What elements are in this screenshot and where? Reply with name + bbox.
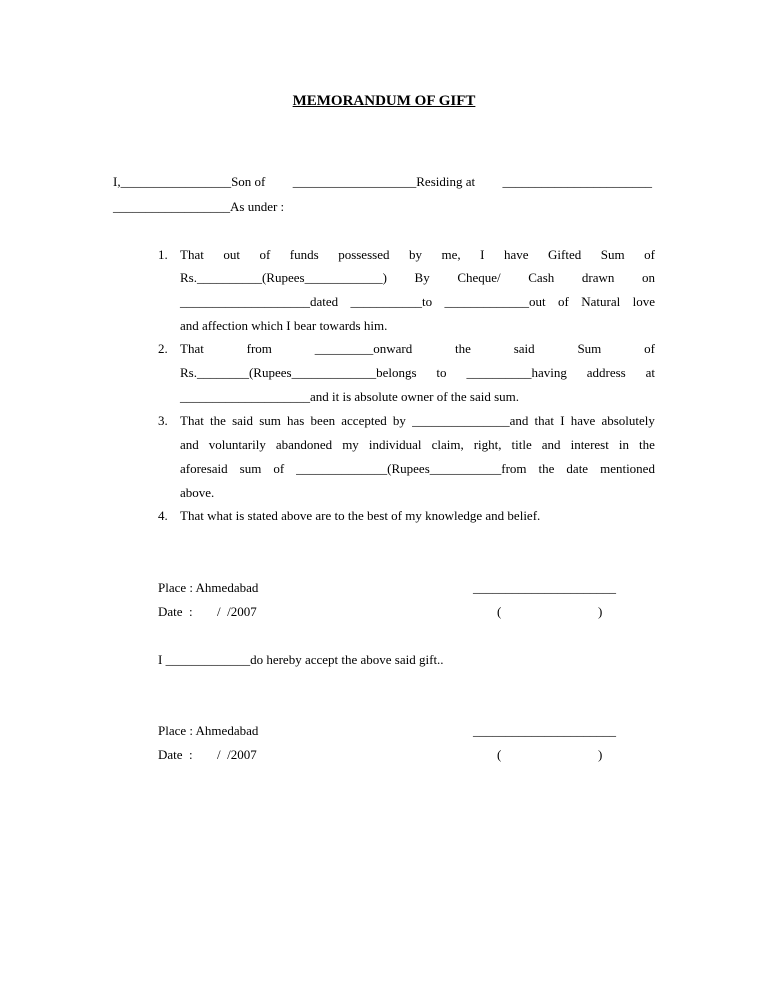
word: the (455, 341, 471, 356)
word: claim, (431, 437, 464, 452)
word: Gifted (548, 247, 582, 262)
word: from (246, 341, 272, 356)
word: interest (570, 437, 609, 452)
word: drawn (581, 270, 615, 285)
word: the (639, 437, 655, 452)
date-label-1: Date : (158, 604, 193, 619)
word: Natural (581, 294, 621, 309)
item-2-line-3: ____________________and it is absolute owner of the said sum. (180, 389, 520, 404)
item-1-line-3 (180, 294, 655, 310)
word: that (534, 413, 555, 428)
name-paren-open-2: ( (497, 747, 502, 762)
date-label-2: Date : (158, 747, 193, 762)
word: mentioned (600, 461, 655, 476)
word: address (586, 365, 626, 380)
item-4-line-1: That what is stated above are to the best of my knowledge and belief. (180, 508, 541, 523)
word: accepted (341, 413, 387, 428)
word: in (618, 437, 629, 452)
place-label-1: Place : Ahmedabad (158, 580, 259, 595)
signature-line-1: ______________________ (473, 580, 616, 595)
word: abandoned (275, 437, 333, 452)
date-value-2: / /2007 (217, 747, 257, 762)
word: __________having (466, 365, 567, 380)
word: voluntarily (208, 437, 266, 452)
word: That (180, 247, 204, 262)
word: title (511, 437, 532, 452)
item-1-number: 1. (158, 247, 168, 262)
word: been (310, 413, 336, 428)
word: That (180, 413, 204, 428)
word: out (223, 247, 240, 262)
word: funds (289, 247, 319, 262)
word: ______________(Rupees___________from (296, 461, 527, 476)
word: said (232, 413, 254, 428)
word: date (566, 461, 589, 476)
word: right, (473, 437, 502, 452)
word: sum (259, 413, 281, 428)
acceptance-statement: I _____________do hereby accept the above said gift.. (158, 652, 444, 667)
document-title: MEMORANDUM OF GIFT (292, 93, 476, 109)
word: _________onward (314, 341, 413, 356)
item-1-line-4: and affection which I bear towards him. (180, 318, 388, 333)
word: _______________and (412, 413, 529, 428)
word: That (180, 341, 204, 356)
word: have (570, 413, 596, 428)
name-paren-open-1: ( (497, 604, 502, 619)
item-3-number: 3. (158, 413, 168, 428)
word: said (513, 341, 535, 356)
word: have (503, 247, 529, 262)
item-3-line-1 (180, 413, 655, 429)
word: the (538, 461, 555, 476)
name-paren-close-1: ) (598, 604, 603, 619)
word: of (644, 341, 655, 356)
word: love (632, 294, 655, 309)
word: Cheque/ (457, 270, 501, 285)
word: me, (441, 247, 461, 262)
place-label-2: Place : Ahmedabad (158, 723, 259, 738)
word: I (480, 247, 485, 262)
item-3-line-3 (180, 461, 655, 477)
word: of (273, 461, 285, 476)
word: my (342, 437, 359, 452)
word: individual (368, 437, 422, 452)
word: absolutely (601, 413, 655, 428)
word: ___________to (350, 294, 433, 309)
word: sum (239, 461, 262, 476)
intro-line-1 (113, 174, 652, 190)
word: of (558, 294, 569, 309)
word: By (414, 270, 430, 285)
word: and (180, 437, 199, 452)
word: of (644, 247, 655, 262)
word: possessed (338, 247, 390, 262)
word: on (641, 270, 655, 285)
item-3-line-4: above. (180, 485, 215, 500)
word: _______________________ (502, 174, 652, 189)
word: Rs.________(Rupees_____________belongs (180, 365, 417, 380)
word: I,_________________Son of (113, 174, 266, 189)
word: of (259, 247, 271, 262)
word: and (541, 437, 561, 452)
word: Sum (577, 341, 602, 356)
signature-line-2: ______________________ (473, 723, 616, 738)
word: to (436, 365, 447, 380)
word: Sum (600, 247, 625, 262)
date-value-1: / /2007 (217, 604, 257, 619)
item-1-line-1 (180, 247, 655, 263)
intro-line-2: __________________As under : (113, 199, 285, 214)
word: Rs.__________(Rupees____________) (180, 270, 387, 285)
word: the (210, 413, 226, 428)
word: ____________________dated (180, 294, 339, 309)
item-2-line-2 (180, 365, 655, 381)
item-2-line-1 (180, 341, 655, 357)
item-2-number: 2. (158, 341, 168, 356)
item-3-line-2 (180, 437, 655, 453)
word: _____________out (444, 294, 546, 309)
word: by (392, 413, 406, 428)
word: I (560, 413, 565, 428)
word: ___________________Residing at (292, 174, 476, 189)
word: by (408, 247, 422, 262)
item-4-number: 4. (158, 508, 168, 523)
word: has (287, 413, 305, 428)
word: Cash (528, 270, 555, 285)
word: aforesaid (180, 461, 228, 476)
name-paren-close-2: ) (598, 747, 603, 762)
word: at (645, 365, 655, 380)
item-1-line-2 (180, 270, 655, 286)
